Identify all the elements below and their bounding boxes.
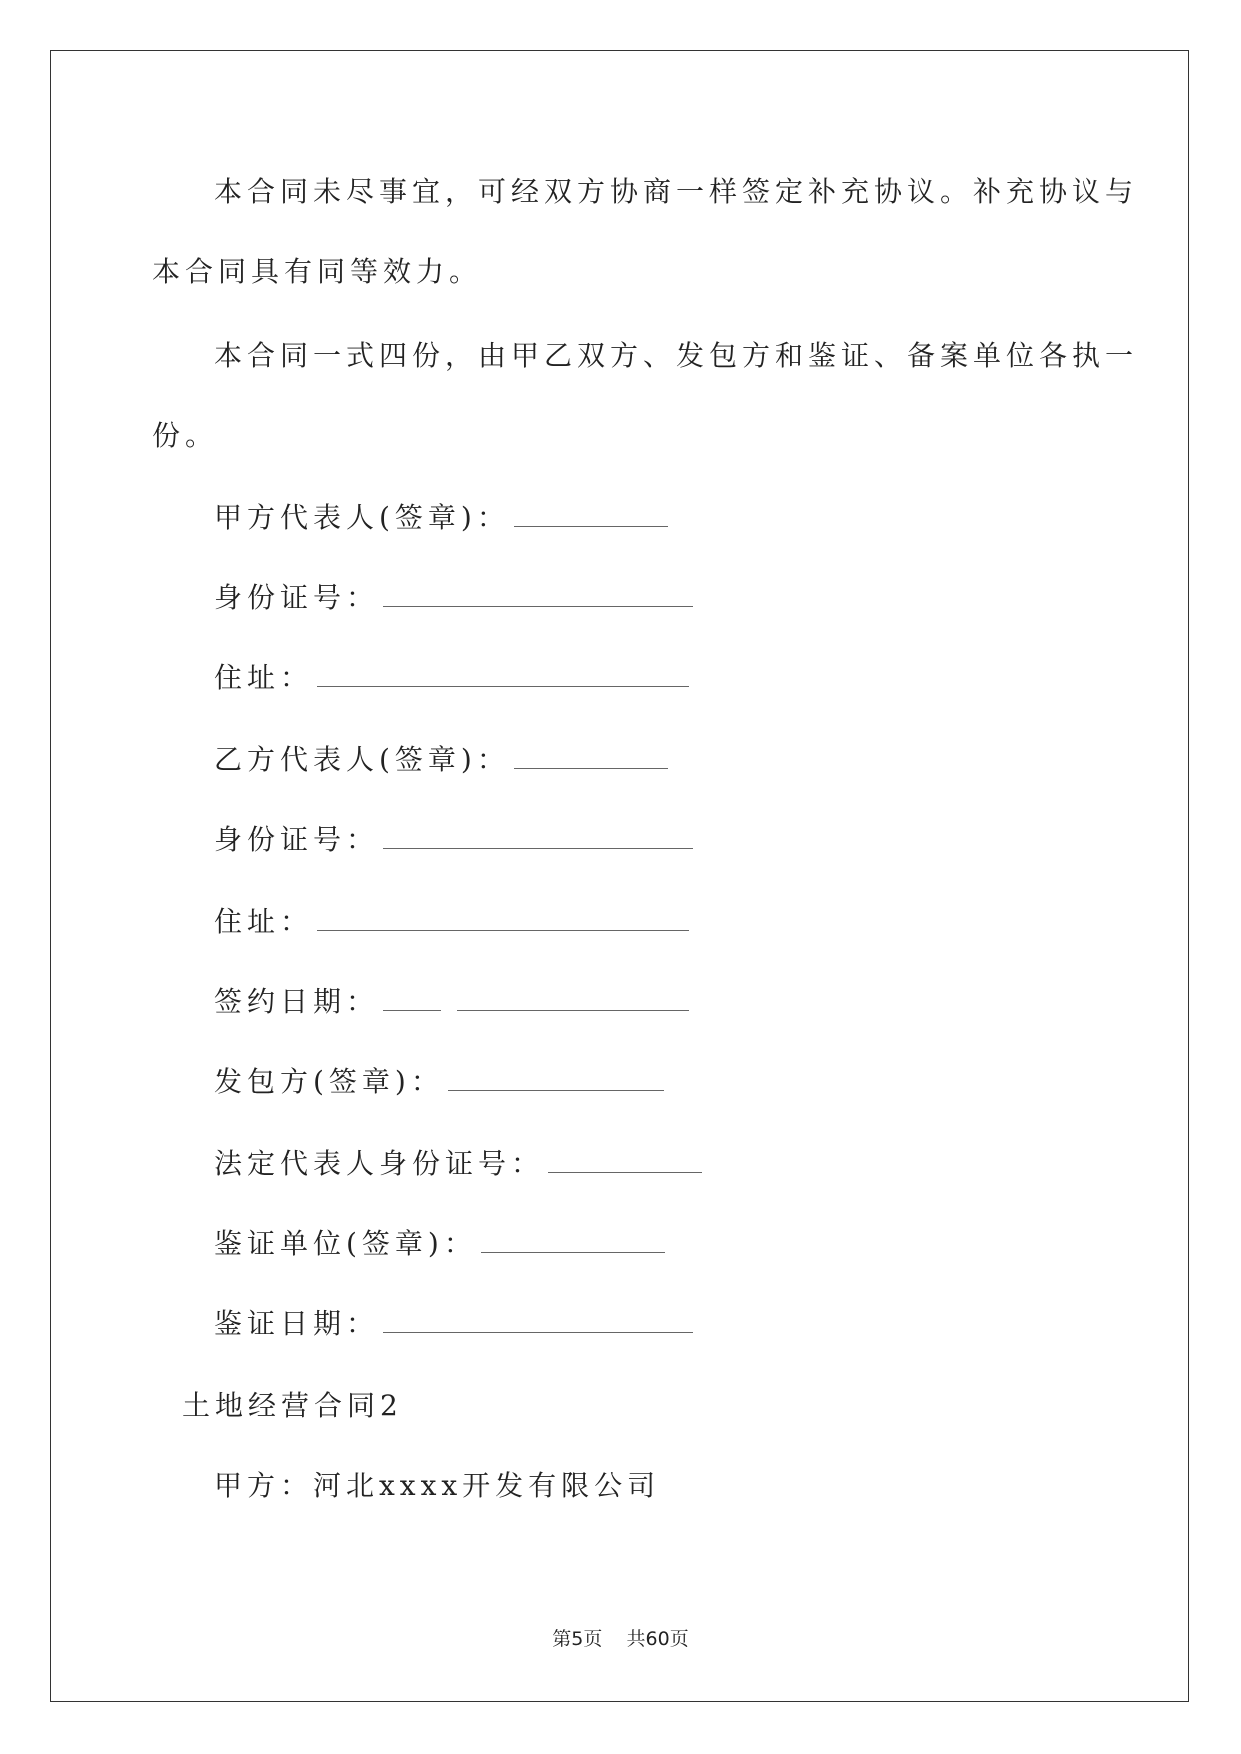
field-legal-rep-id-number xyxy=(214,1144,702,1184)
id-number-blank[interactable] xyxy=(548,1146,702,1173)
address-blank[interactable] xyxy=(317,660,689,687)
field-party-b-representative xyxy=(214,740,668,780)
field-party-b-address xyxy=(214,902,689,942)
paragraph-1-line-1: 本合同未尽事宜，可经双方协商一样签定补充协议。补充协议与 xyxy=(214,175,1139,208)
signature-blank[interactable] xyxy=(481,1226,665,1253)
date-blank-1[interactable] xyxy=(383,984,441,1011)
field-label: 身份证号： xyxy=(214,581,380,614)
field-notary-date xyxy=(214,1304,693,1344)
signature-blank[interactable] xyxy=(514,500,668,527)
field-contractor-signature xyxy=(214,1062,664,1102)
page-footer xyxy=(0,1624,1241,1651)
paragraph-2-line-1: 本合同一式四份，由甲乙双方、发包方和鉴证、备案单位各执一 xyxy=(214,339,1139,372)
field-label: 住址： xyxy=(214,905,314,938)
page-number: 第5页 xyxy=(552,1628,603,1650)
date-blank-2[interactable] xyxy=(457,984,689,1011)
signature-blank[interactable] xyxy=(448,1064,664,1091)
field-label: 鉴证单位(签章)： xyxy=(214,1227,477,1260)
field-signing-date xyxy=(214,982,689,1022)
address-blank[interactable] xyxy=(317,904,689,931)
section-title: 土地经营合同2 xyxy=(182,1389,403,1422)
id-number-blank[interactable] xyxy=(383,580,693,607)
signature-blank[interactable] xyxy=(514,742,668,769)
field-label: 鉴证日期： xyxy=(214,1307,380,1340)
party-a-line: 甲方：河北xxxx开发有限公司 xyxy=(214,1469,661,1502)
field-notary-unit-signature xyxy=(214,1224,665,1264)
field-label: 身份证号： xyxy=(214,823,380,856)
field-party-a-id-number xyxy=(214,578,693,618)
page-border xyxy=(50,50,1189,1702)
id-number-blank[interactable] xyxy=(383,822,693,849)
field-party-b-id-number xyxy=(214,820,693,860)
field-label: 签约日期： xyxy=(214,985,380,1018)
paragraph-1-line-2: 本合同具有同等效力。 xyxy=(152,255,483,288)
field-party-a-representative xyxy=(214,498,668,538)
paragraph-2-line-2: 份。 xyxy=(152,419,219,452)
field-label: 发包方(签章)： xyxy=(214,1065,444,1098)
field-label: 甲方代表人(签章)： xyxy=(214,501,510,534)
total-pages: 共60页 xyxy=(626,1628,689,1650)
date-blank[interactable] xyxy=(383,1306,693,1333)
field-label: 住址： xyxy=(214,661,314,694)
field-label: 法定代表人身份证号： xyxy=(214,1147,545,1180)
field-label: 乙方代表人(签章)： xyxy=(214,743,510,776)
field-party-a-address xyxy=(214,658,689,698)
